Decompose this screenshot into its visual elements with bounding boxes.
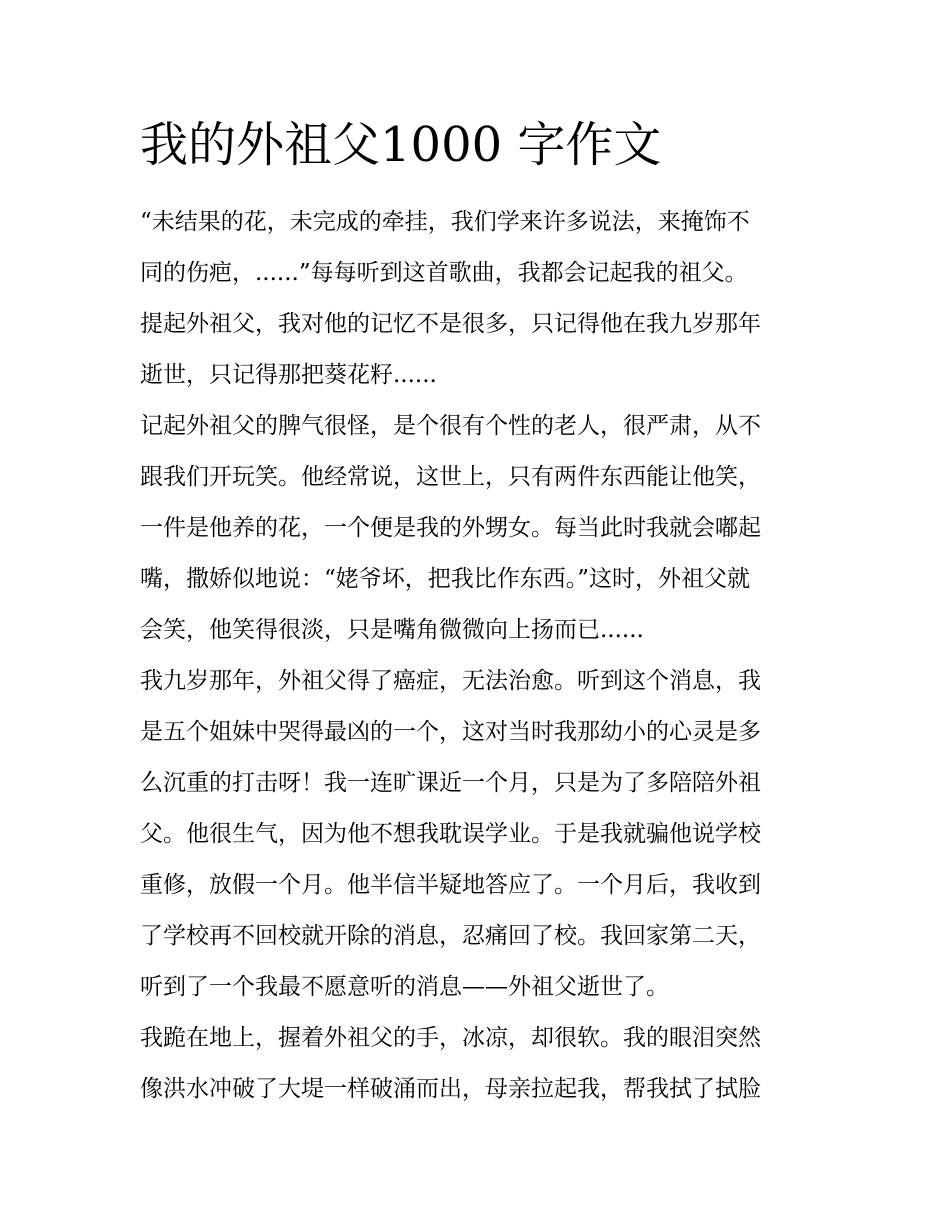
text-line: 么沉重的打击呀！我一连旷课近一个月，只是为了多陪陪外祖 xyxy=(140,770,761,796)
text-line: 同的伤疤，......”每每听到这首歌曲，我都会记起我的祖父。 xyxy=(140,260,748,286)
text-line: 记起外祖父的脾气很怪，是个很有个性的老人，很严肃，从不 xyxy=(140,413,761,439)
text-line: 重修，放假一个月。他半信半疑地答应了。一个月后，我收到 xyxy=(140,872,761,898)
text-line: 是五个姐妹中哭得最凶的一个，这对当时我那幼小的心灵是多 xyxy=(140,719,761,745)
text-line: 逝世，只记得那把葵花籽...... xyxy=(140,362,437,388)
text-line: 跟我们开玩笑。他经常说，这世上，只有两件东西能让他笑， xyxy=(140,464,761,490)
text-line: 嘴，撒娇似地说：“姥爷坏，把我比作东西。”这时，外祖父就 xyxy=(140,566,751,592)
text-line: 一件是他养的花，一个便是我的外甥女。每当此时我就会嘟起 xyxy=(140,515,761,541)
text-line: 听到了一个我最不愿意听的消息——外祖父逝世了。 xyxy=(140,974,669,1000)
text-line: “未结果的花，未完成的牵挂，我们学来许多说法，来掩饰不 xyxy=(140,209,750,235)
text-line: 像洪水冲破了大堤一样破涌而出，母亲拉起我，帮我拭了拭脸 xyxy=(140,1076,761,1102)
text-line: 父。他很生气，因为他不想我耽误学业。于是我就骗他说学校 xyxy=(140,821,761,847)
text-line: 会笑，他笑得很淡，只是嘴角微微向上扬而已...... xyxy=(140,617,644,643)
text-line: 了学校再不回校就开除的消息，忍痛回了校。我回家第二天， xyxy=(140,923,761,949)
text-line: 提起外祖父，我对他的记忆不是很多，只记得他在我九岁那年 xyxy=(140,311,761,337)
page-title: 我的外祖父1000 字作文 xyxy=(140,117,662,173)
text-line: 我跪在地上，握着外祖父的手，冰凉，却很软。我的眼泪突然 xyxy=(140,1025,761,1051)
text-line: 我九岁那年，外祖父得了癌症，无法治愈。听到这个消息，我 xyxy=(140,668,761,694)
